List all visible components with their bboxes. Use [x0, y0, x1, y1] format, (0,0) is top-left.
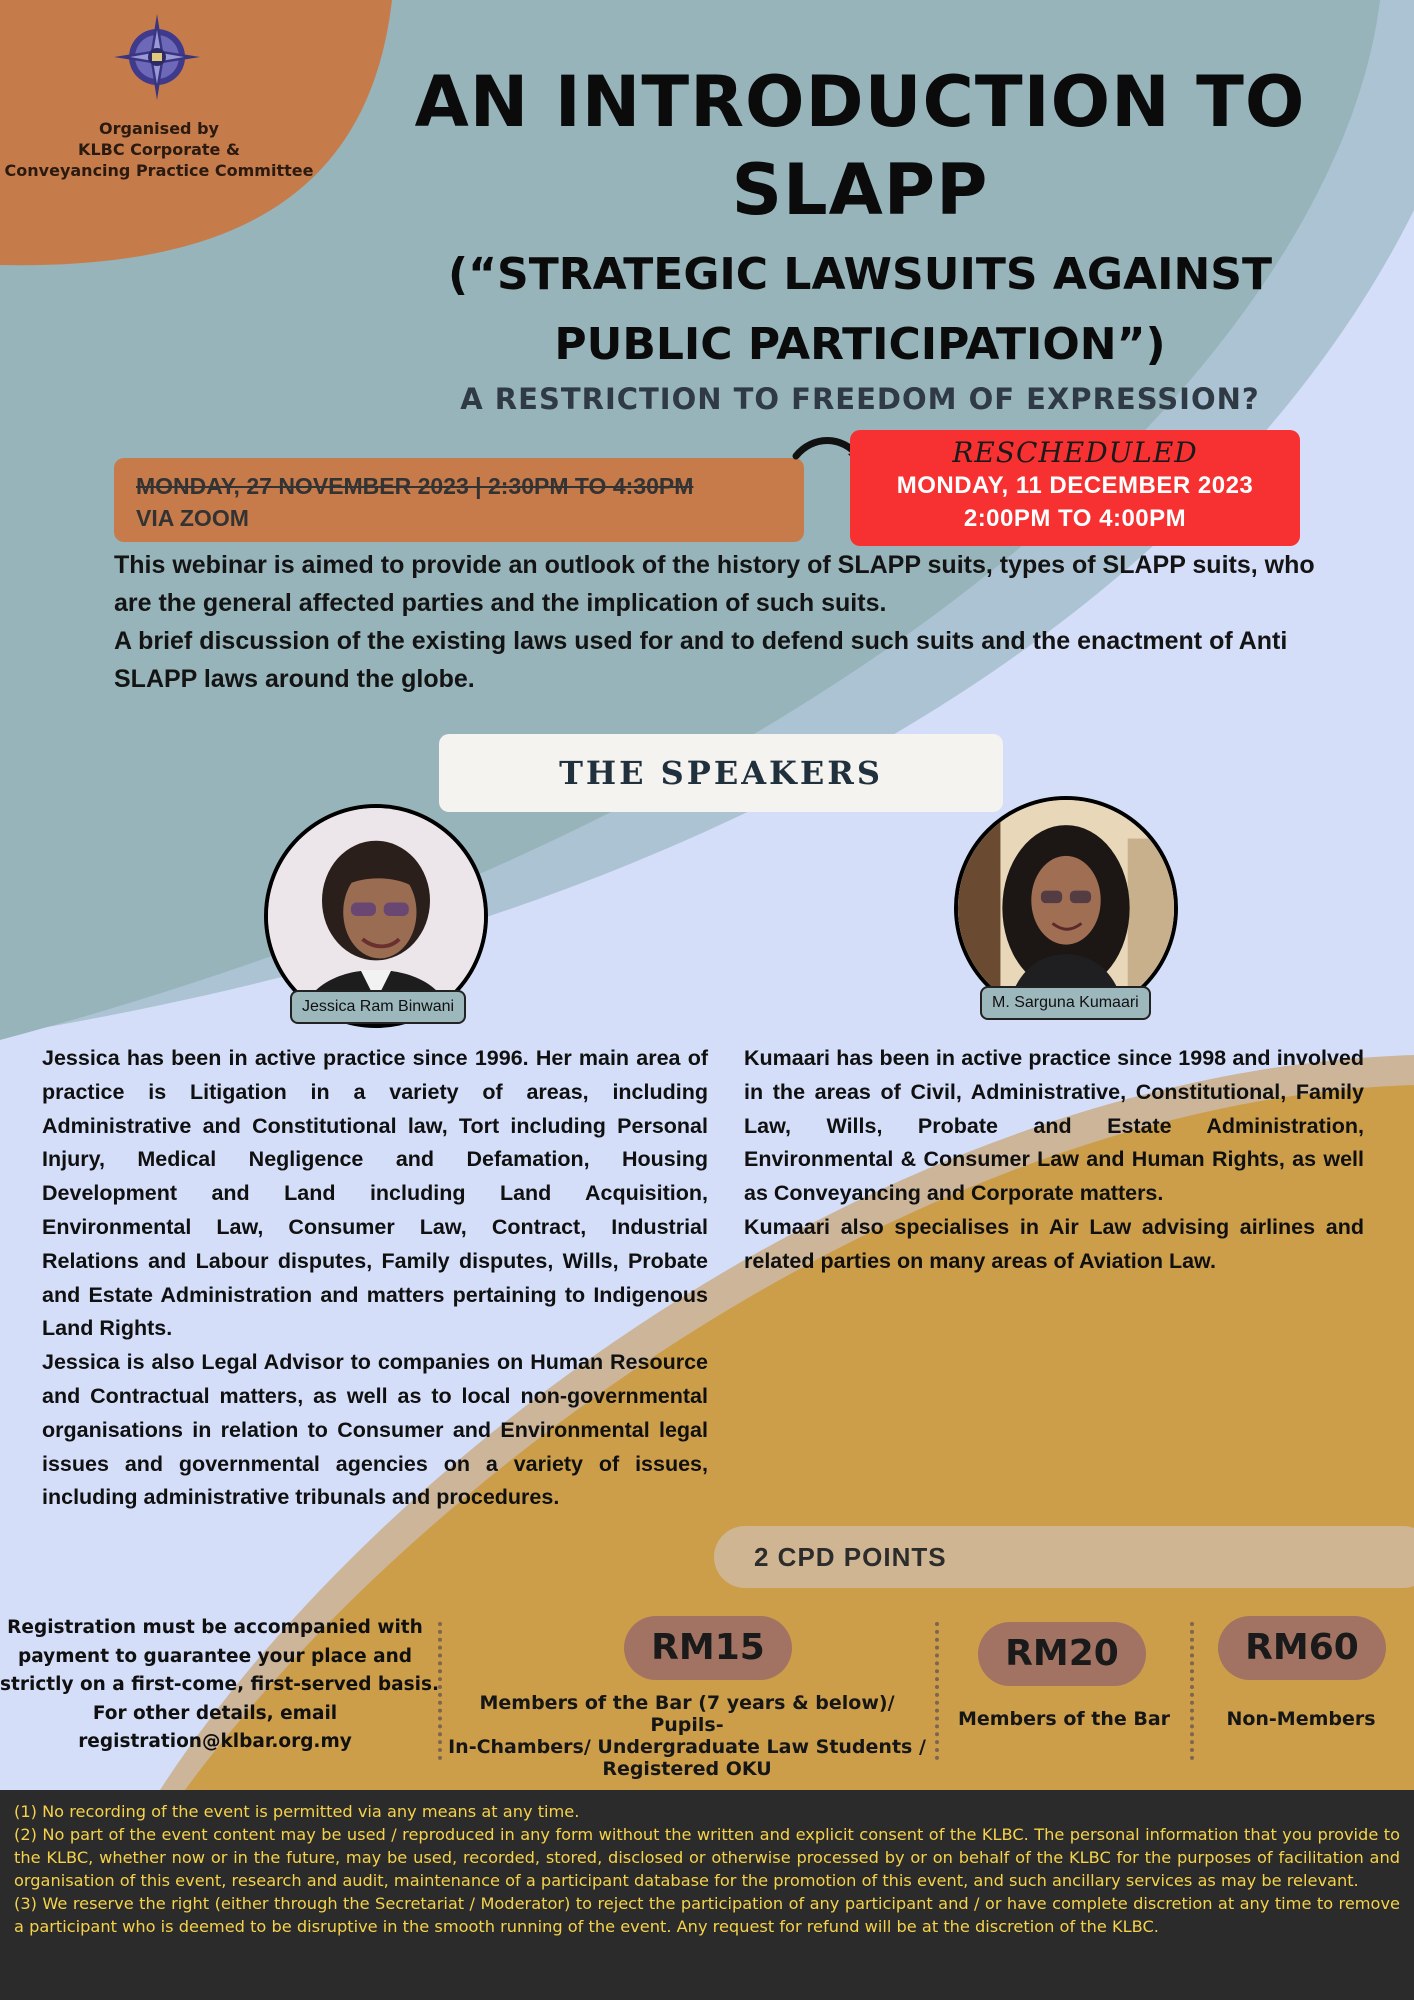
- title-line: SLAPP: [731, 149, 989, 231]
- organiser-credit: [0, 118, 318, 181]
- price-label-line: Members of the Bar (7 years & below)/ Pupils-: [479, 1692, 895, 1736]
- registration-line: payment to guarantee your place and: [18, 1645, 412, 1667]
- bio-paragraph: Jessica has been in active practice since 1996. Her main area of practice is Litigation in a variety of areas, including Administrative and Constitutional law, Tort including Personal Injury, Medical Negligence and Defamation, Housing Development and Land including Land Acquisition, Environmental Law, Consumer Law, Contract, Industrial Relations and Labour disputes, Family disputes, Wills, Probate and Estate Administration and matters pertaining to Indigenous Land Rights.: [42, 1046, 708, 1341]
- organiser-line: Organised by: [99, 119, 219, 138]
- organiser-line: KLBC Corporate &: [78, 140, 240, 159]
- speaker-name-badge: Jessica Ram Binwani: [290, 990, 466, 1024]
- terms-item: (1) No recording of the event is permitted via any means at any time.: [14, 1802, 580, 1821]
- speaker-name-badge: M. Sarguna Kumaari: [980, 986, 1151, 1020]
- terms-item: (3) We reserve the right (either through the Secretariat / Moderator) to reject the participation of any participant and / or have complete discretion at any time to remove a participant who is deemed to be disruptive in the smooth running of the event. Any request for refund will be at the discretion of the KLBC.: [14, 1894, 1400, 1936]
- event-title: [360, 58, 1360, 234]
- new-date: MONDAY, 11 DECEMBER 2023: [896, 472, 1254, 499]
- new-time: 2:00PM TO 4:00PM: [963, 505, 1187, 532]
- dotted-divider: [935, 1622, 939, 1760]
- registration-note: [0, 1614, 440, 1757]
- subtitle-line: (“STRATEGIC LAWSUITS AGAINST: [448, 249, 1272, 300]
- price-label: Non-Members: [1226, 1708, 1376, 1730]
- original-schedule-box: [114, 458, 804, 542]
- bio-paragraph: Kumaari has been in active practice since 1998 and involved in the areas of Civil, Administrative, Constitutional, Family Law, Wills, Probate and Estate Administration, Environmental & Consumer Law and Human Rights, as well as Conveyancing and Corporate matters.: [744, 1046, 1364, 1206]
- klbc-logo: [112, 12, 202, 102]
- cpd-points-banner: 2 CPD POINTS: [714, 1526, 1414, 1588]
- rescheduled-label: RESCHEDULED: [952, 436, 1198, 469]
- dotted-divider: [1190, 1622, 1194, 1760]
- bio-paragraph: Kumaari also specialises in Air Law advising airlines and related parties on many areas of Aviation Law.: [744, 1214, 1364, 1273]
- description-paragraph: This webinar is aimed to provide an outlook of the history of SLAPP suits, types of SLAPP suits, who are the general affected parties and the implication of such suits.: [114, 551, 1315, 617]
- bio-paragraph: Jessica is also Legal Advisor to companies on Human Resource and Contractual matters, as well as to local non-governmental organisations in relation to Consumer and Environmental legal issues and governmental agencies on a variety of issues, including administrative tribunals and procedures.: [42, 1350, 708, 1510]
- price-label: [444, 1692, 930, 1780]
- price-badge: RM60: [1218, 1616, 1386, 1680]
- title-line: AN INTRODUCTION TO: [414, 61, 1306, 143]
- price-badge: RM15: [624, 1616, 792, 1680]
- event-question: A RESTRICTION TO FREEDOM OF EXPRESSION?: [460, 382, 1260, 416]
- price-label-line: Registered OKU: [602, 1758, 772, 1780]
- price-label-line: In-Chambers/ Undergraduate Law Students /: [448, 1736, 926, 1758]
- event-subtitle: [380, 240, 1340, 380]
- subtitle-line: PUBLIC PARTICIPATION”): [554, 319, 1166, 370]
- registration-line: For other details, email: [92, 1702, 338, 1724]
- organiser-line: Conveyancing Practice Committee: [4, 161, 314, 180]
- price-badge: RM20: [978, 1622, 1146, 1686]
- rescheduled-box: [850, 430, 1300, 546]
- registration-line: Registration must be accompanied with: [7, 1617, 423, 1638]
- speaker-bio-kumaari: [744, 1042, 1364, 1279]
- speakers-heading: THE SPEAKERS: [439, 734, 1003, 812]
- description-paragraph: A brief discussion of the existing laws used for and to defend such suits and the enactment of Anti SLAPP laws around the globe.: [114, 627, 1288, 693]
- event-description: [114, 546, 1324, 698]
- price-label: Members of the Bar: [957, 1708, 1171, 1730]
- speaker-bio-jessica: [42, 1042, 708, 1515]
- terms-item: (2) No part of the event content may be used / reproduced in any form without the written and explicit consent of the KLBC. The personal information that you provide to the KLBC, whether now or in the future, may be used, recorded, stored, disclosed or otherwise processed by or on behalf of the KLBC for the purposes of facilitation and organisation of this event, research and audit, maintenance of a participant database for the promotion of this event, and such ancillary services as may be relevant.: [14, 1825, 1400, 1890]
- venue: VIA ZOOM: [136, 505, 249, 531]
- dotted-divider: [438, 1622, 442, 1760]
- original-datetime: MONDAY, 27 NOVEMBER 2023 | 2:30PM TO 4:30PM: [136, 473, 694, 499]
- registration-email: registration@klbar.org.my: [78, 1731, 352, 1752]
- registration-line: strictly on a first-come, first-served basis.: [0, 1674, 440, 1695]
- terms-footer: [0, 1790, 1414, 2000]
